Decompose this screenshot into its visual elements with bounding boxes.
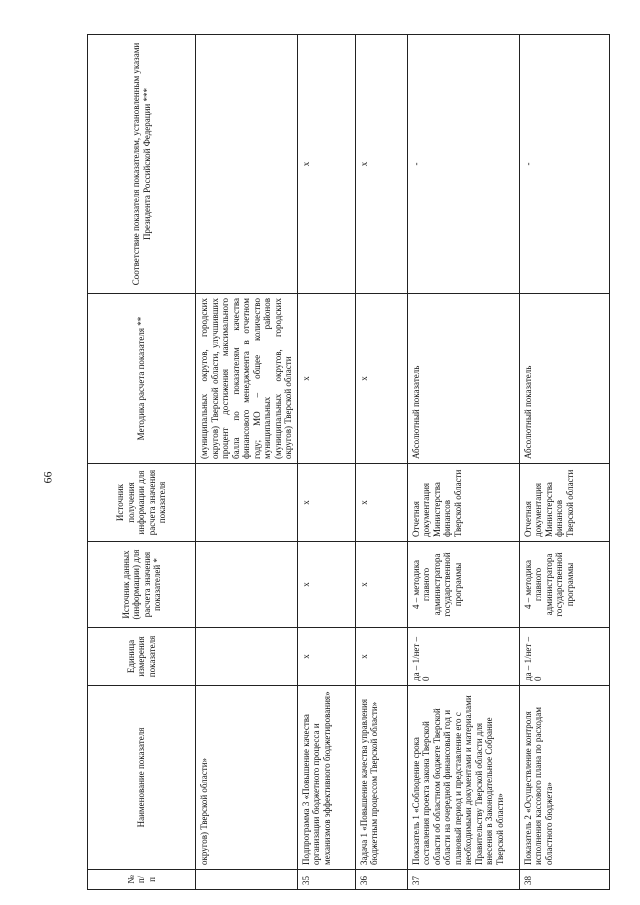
header-compliance: Соответствие показателя показателям, установленным указами Президента Российской Федерации *** [88, 35, 196, 294]
cell-unit [196, 628, 298, 686]
cell-method: Абсолютный показатель [407, 294, 519, 464]
header-source: Источник данных (информации) для расчета значения показателей * [88, 542, 196, 628]
cell-unit: х [355, 628, 407, 686]
cell-source: 4 – методика главного администратора государственной программы [519, 542, 609, 628]
cell-num: 38 [519, 870, 609, 890]
cell-name: Показатель 2 «Осуществление контроля исполнения кассового плана по расходам областного бюджета» [519, 686, 609, 870]
cell-source: х [355, 542, 407, 628]
page-number: 66 [40, 471, 55, 484]
indicators-table [87, 34, 610, 890]
cell-compliance: - [407, 35, 519, 294]
cell-unit: х [297, 628, 355, 686]
cell-unit: да – 1/нет – 0 [519, 628, 609, 686]
cell-num [196, 870, 298, 890]
table-header-row [88, 35, 196, 890]
rotated-table-container [87, 35, 607, 890]
cell-origin [196, 464, 298, 542]
cell-method: (муниципальных округов, городских округов) Тверской области, улучшивших процент достижения максимального балла по показателям качества финансового менеджмента в отчетном году; МО – общее количество муниципальных районов (муниципальных округов, городских округов) Тверской области [196, 294, 298, 464]
cell-num: 35 [297, 870, 355, 890]
cell-source: х [297, 542, 355, 628]
table-row [297, 35, 355, 890]
cell-unit: да – 1/нет – 0 [407, 628, 519, 686]
cell-method: Абсолютный показатель [519, 294, 609, 464]
header-name: Наименование показателя [88, 686, 196, 870]
cell-method: х [297, 294, 355, 464]
cell-compliance: х [355, 35, 407, 294]
cell-source: 4 – методика главного администратора государственной программы [407, 542, 519, 628]
cell-name: Задача 1 «Повышение качества управления бюджетным процессом Тверской области» [355, 686, 407, 870]
cell-origin: х [355, 464, 407, 542]
table-row [519, 35, 609, 890]
header-origin: Источник получения информации для расчета значения показателя [88, 464, 196, 542]
cell-num: 36 [355, 870, 407, 890]
header-method: Методика расчета показателя ** [88, 294, 196, 464]
cell-source [196, 542, 298, 628]
cell-origin: х [297, 464, 355, 542]
cell-compliance: - [519, 35, 609, 294]
cell-num: 37 [407, 870, 519, 890]
table-row [196, 35, 298, 890]
table-row [407, 35, 519, 890]
table-row [355, 35, 407, 890]
cell-name: Подпрограмма 3 «Повышение качества организации бюджетного процесса и механизмов эффективного бюджетирования» [297, 686, 355, 870]
header-unit: Единица измерения показателя [88, 628, 196, 686]
cell-origin: Отчетная документация Министерства финансов Тверской области [407, 464, 519, 542]
cell-compliance [196, 35, 298, 294]
cell-name: Показатель 1 «Соблюдение срока составления проекта закона Тверской области об областном бюджете Тверской области на очередной финансовый год и плановый период и представление его с необходимыми документами и материалами Правительству Тверской области для внесения в Законодательное Собрание Тверской области» [407, 686, 519, 870]
header-num: № п/п [88, 870, 196, 890]
cell-name: округов) Тверской области» [196, 686, 298, 870]
cell-origin: Отчетная документация Министерства финансов Тверской области [519, 464, 609, 542]
cell-compliance: х [297, 35, 355, 294]
cell-method: х [355, 294, 407, 464]
